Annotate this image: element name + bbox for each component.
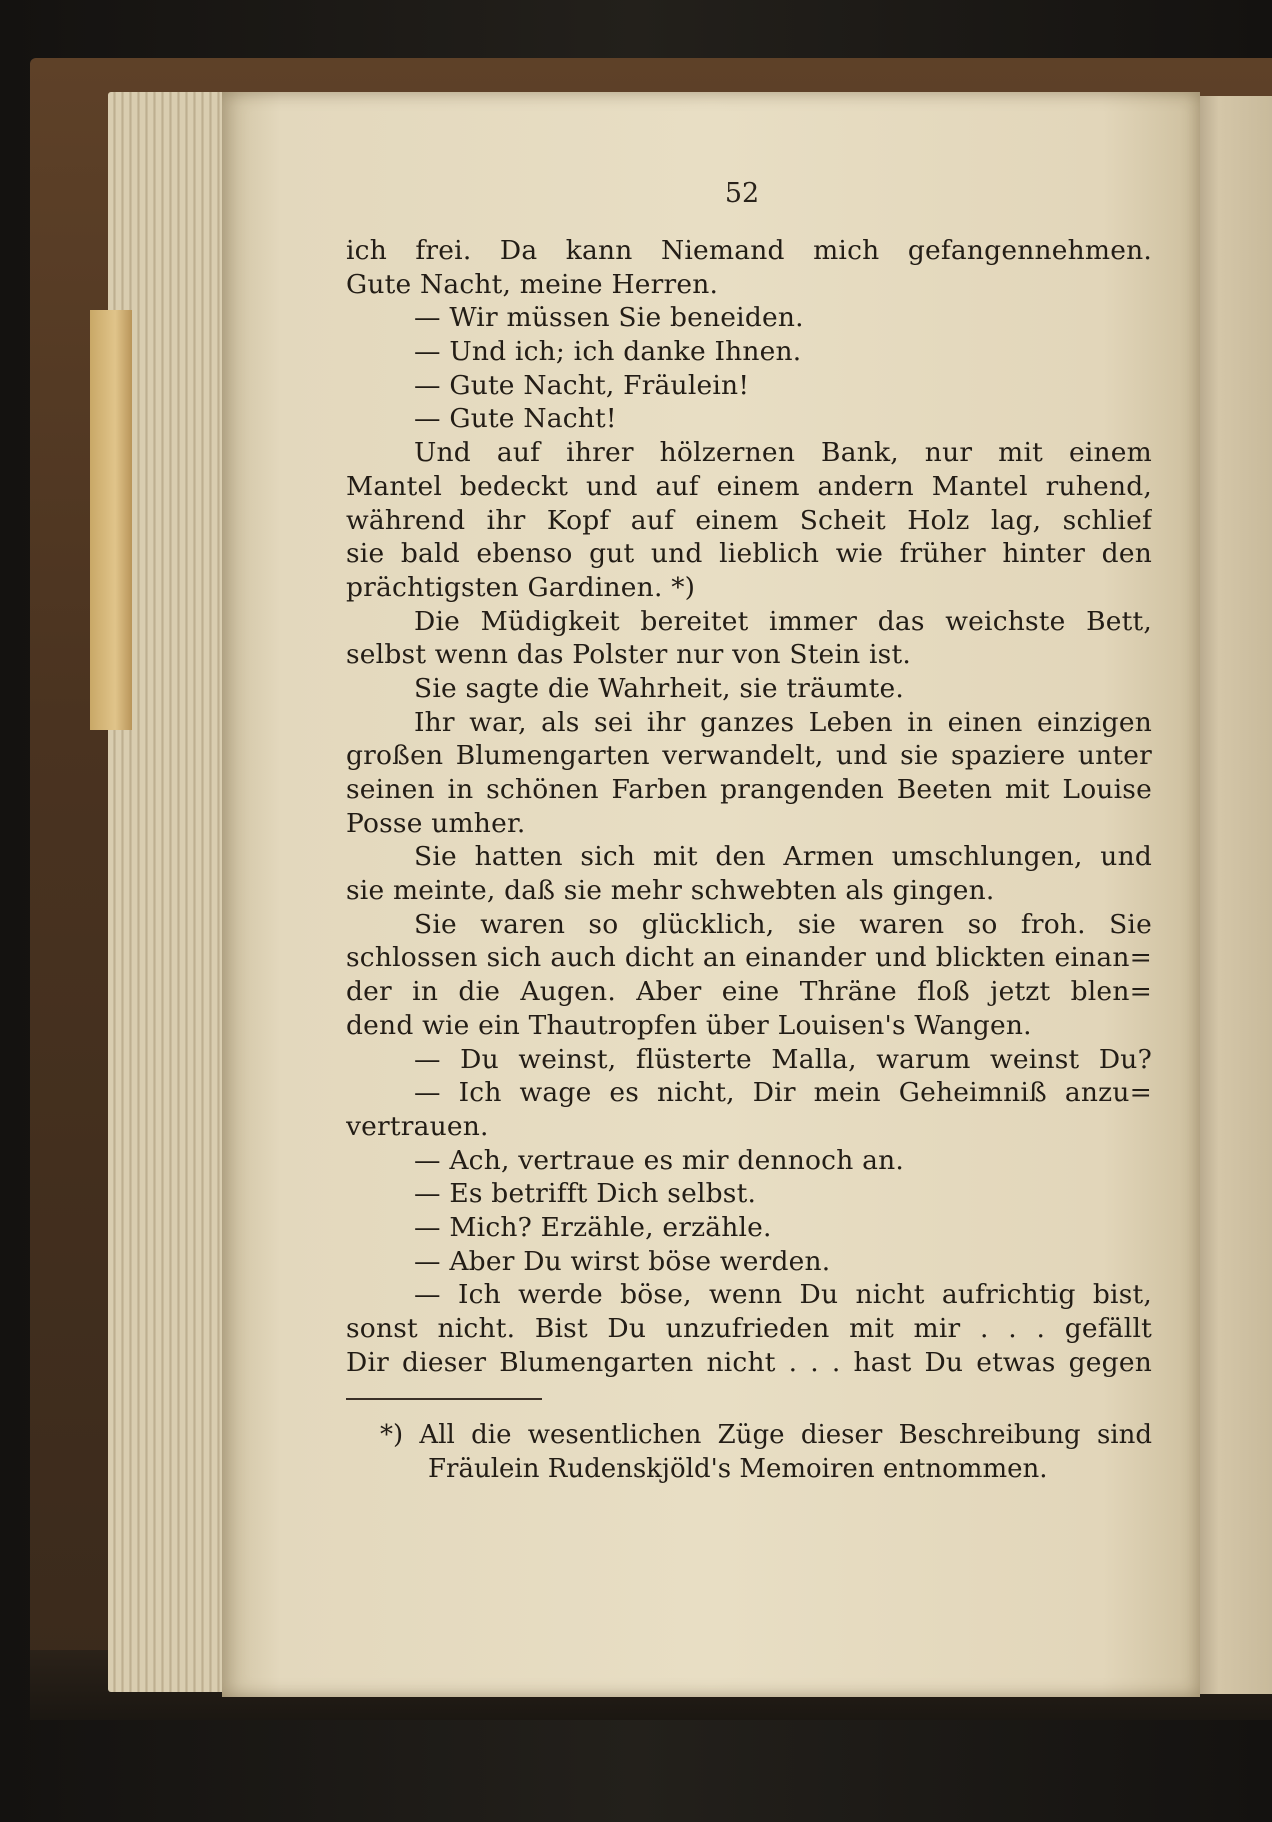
footnote-divider — [346, 1398, 542, 1400]
footnote-line: *) All die wesentlichen Züge dieser Beschreibung sind — [380, 1420, 1152, 1450]
text-line: sie bald ebenso gut und lieblich wie früher hinter den — [346, 538, 1152, 570]
text-line: — Ich werde böse, wenn Du nicht aufrichtig bist, — [414, 1279, 1152, 1311]
text-line: — Du weinst, flüsterte Malla, warum weinst Du? — [414, 1043, 1152, 1075]
text-line: Ihr war, als sei ihr ganzes Leben in einen einzigen — [414, 706, 1152, 738]
text-line: sie meinte, daß sie mehr schwebten als gingen. — [346, 875, 995, 907]
text-line: Posse umher. — [346, 807, 526, 839]
body-text — [346, 234, 1152, 1379]
text-line: schlossen sich auch dicht an einander und blickten einan= — [346, 942, 1152, 974]
text-line: — Mich? Erzähle, erzähle. — [414, 1211, 772, 1243]
text-line: — Ach, vertraue es mir dennoch an. — [414, 1144, 904, 1176]
text-line: während ihr Kopf auf einem Scheit Holz lag, schlief — [346, 504, 1152, 536]
text-line: — Es betrifft Dich selbst. — [414, 1178, 757, 1210]
facing-page-edge — [1196, 96, 1272, 1694]
text-line: selbst wenn das Polster nur von Stein ist. — [346, 639, 911, 671]
text-line: Und auf ihrer hölzernen Bank, nur mit einem — [414, 437, 1152, 469]
text-line: Sie waren so glücklich, sie waren so froh. Sie — [414, 908, 1152, 940]
text-line: vertrauen. — [346, 1110, 489, 1142]
text-line: — Wir müssen Sie beneiden. — [414, 302, 804, 334]
text-line: prächtigsten Gardinen. *) — [346, 571, 696, 603]
text-line: großen Blumengarten verwandelt, und sie spaziere unter — [346, 740, 1152, 772]
text-line: Die Müdigkeit bereitet immer das weichste Bett, — [414, 605, 1152, 637]
text-line: Dir dieser Blumengarten nicht . . . hast Du etwas gegen — [346, 1346, 1152, 1378]
text-line: Sie hatten sich mit den Armen umschlungen, und — [414, 841, 1152, 873]
text-line: — Ich wage es nicht, Dir mein Geheimniß anzu= — [414, 1077, 1152, 1109]
text-line: seinen in schönen Farben prangenden Beeten mit Louise — [346, 774, 1152, 805]
footnote — [380, 1418, 1152, 1486]
text-line: — Gute Nacht! — [414, 403, 617, 435]
text-line: sonst nicht. Bist Du unzufrieden mit mir . . . gefällt — [346, 1313, 1152, 1344]
footnote-line: Fräulein Rudenskjöld's Memoiren entnommen. — [428, 1454, 1048, 1484]
text-line: der in die Augen. Aber eine Thräne floß jetzt blen= — [346, 976, 1152, 1008]
page-number: 52 — [724, 178, 760, 209]
text-line: ich frei. Da kann Niemand mich gefangennehmen. — [346, 235, 1152, 266]
text-line: — Gute Nacht, Fräulein! — [414, 369, 750, 401]
text-line: Mantel bedeckt und auf einem andern Mantel ruhend, — [346, 470, 1152, 502]
text-line: Gute Nacht, meine Herren. — [346, 268, 719, 300]
text-line: — Und ich; ich danke Ihnen. — [414, 336, 802, 368]
text-line: dend wie ein Thautropfen über Louisen's Wangen. — [346, 1009, 1032, 1041]
text-line: Sie sagte die Wahrheit, sie träumte. — [414, 672, 905, 704]
bookmark-ribbon — [90, 310, 132, 730]
text-line: — Aber Du wirst böse werden. — [414, 1245, 831, 1277]
